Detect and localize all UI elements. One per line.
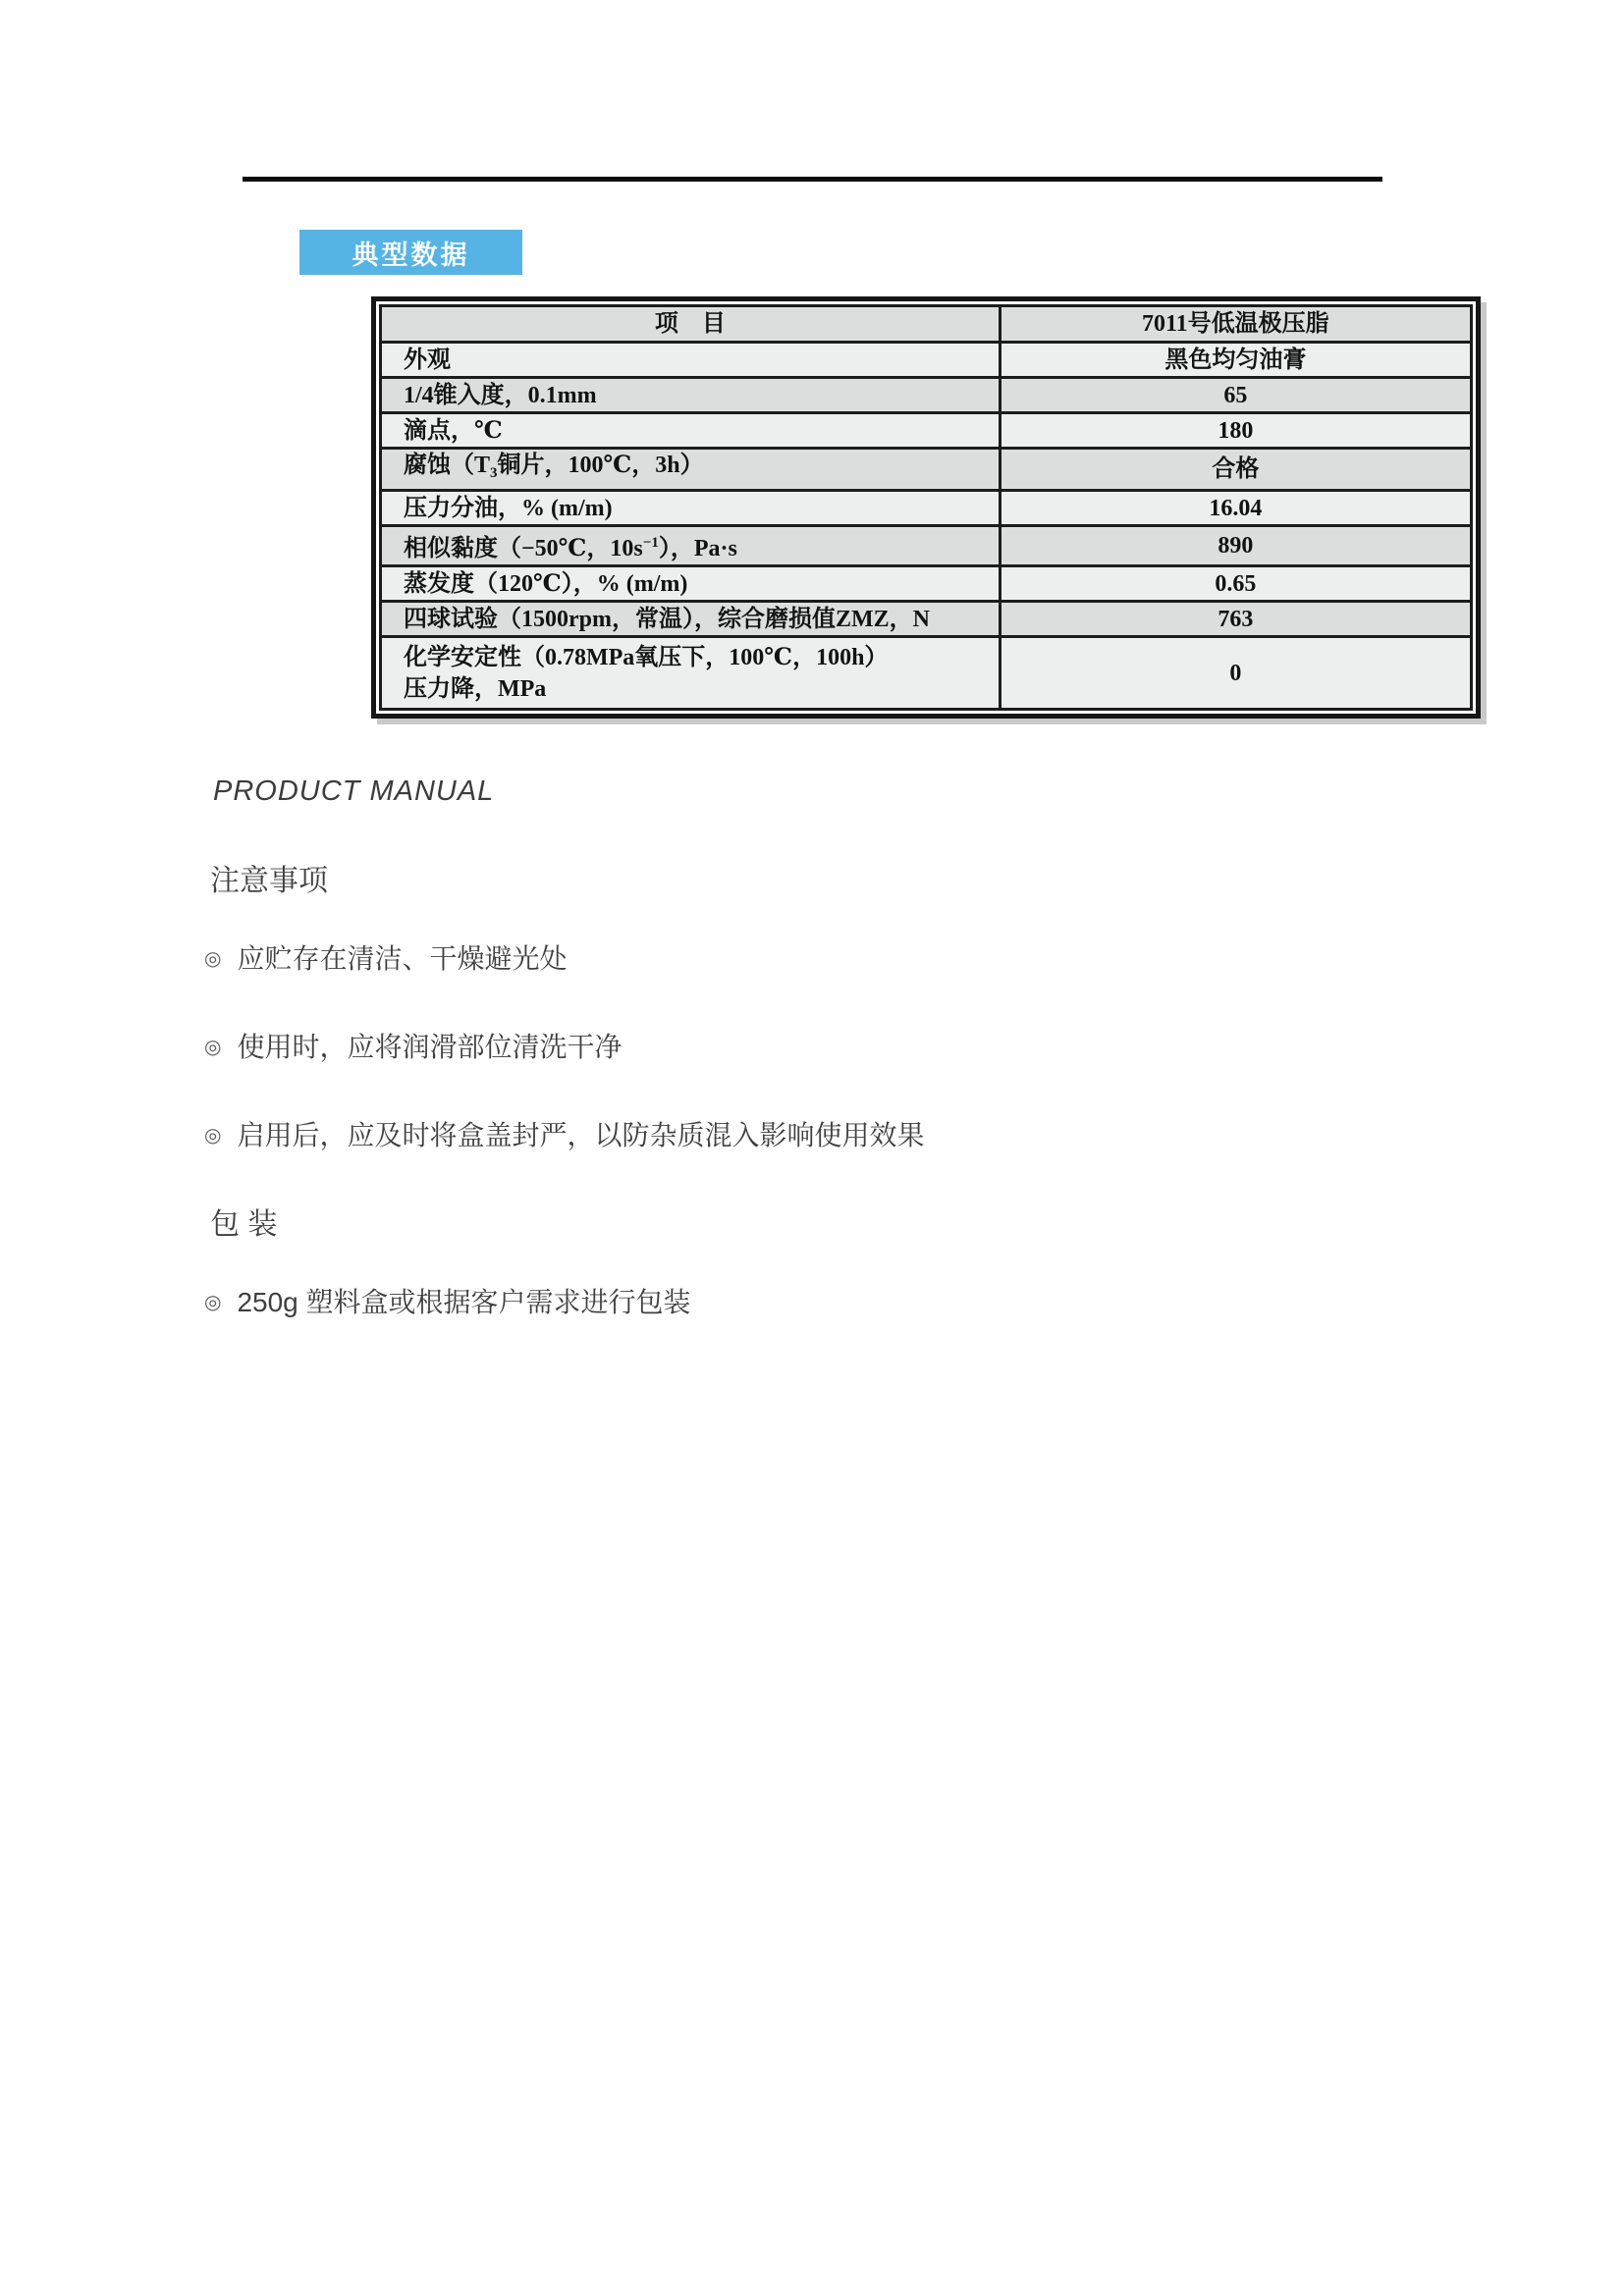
row-value: 黑色均匀油膏 [1000,343,1471,378]
table-row [381,566,1472,602]
row-label: 1/4锥入度，0.1mm [381,378,1001,413]
table-row [381,491,1472,526]
section-label-text: 典型数据 [352,240,470,270]
row-value: 763 [1000,602,1471,637]
notes-list [204,942,924,1207]
table-row [381,526,1472,566]
table-row [381,378,1472,413]
bullet-text: 应贮存在清洁、干燥避光处 [237,943,568,974]
table-row [381,449,1472,491]
row-label: 压力分油，% (m/m) [381,491,1001,526]
list-item [204,1119,924,1152]
bullet-icon: ◎ [204,948,222,970]
table-body [381,343,1472,710]
section-label-typical-data [299,230,522,275]
packaging-list [204,1286,691,1374]
row-value: 180 [1000,413,1471,449]
row-value: 65 [1000,378,1471,413]
row-value: 合格 [1000,449,1471,491]
table-header-row [381,306,1472,343]
table-row [381,413,1472,449]
row-label: 滴点，℃ [381,413,1001,449]
packaging-heading: 包 装 [210,1208,278,1241]
product-manual-title: PRODUCT MANUAL [213,775,495,807]
list-item [204,1031,924,1064]
list-item [204,1286,691,1319]
row-label: 四球试验（1500rpm，常温），综合磨损值ZMZ，N [381,602,1001,637]
row-label: 化学安定性（0.78MPa氧压下，100℃，100h） 压力降，MPa [381,637,1001,710]
table-row [381,343,1472,378]
row-value: 16.04 [1000,491,1471,526]
bullet-icon: ◎ [204,1125,222,1147]
notes-heading: 注意事项 [210,865,328,897]
table-header-product: 7011号低温极压脂 [1000,306,1471,343]
bullet-text: 使用时，应将润滑部位清洗干净 [237,1032,623,1062]
row-value: 0 [1000,637,1471,710]
row-label: 相似黏度（−50℃，$10s^{-1}$），Pa·s [381,526,1001,566]
bullet-icon: ◎ [204,1037,222,1058]
bullet-icon: ◎ [204,1292,222,1313]
table-row [381,602,1472,637]
row-value: 890 [1000,526,1471,566]
table-row [381,637,1472,710]
row-label: 外观 [381,343,1001,378]
top-rule-divider [243,177,1382,182]
row-label: 腐蚀（$T_3$铜片，100℃，3h） [381,449,1001,491]
bullet-text: 启用后，应及时将盒盖封严，以防杂质混入影响使用效果 [237,1120,925,1150]
table-header-item: 项 目 [381,306,1001,343]
row-value: 0.65 [1000,566,1471,602]
typical-data-table [371,296,1481,719]
row-label: 蒸发度（120℃），% (m/m) [381,566,1001,602]
bullet-text: 250g 塑料盒或根据客户需求进行包装 [237,1287,691,1317]
list-item [204,942,924,976]
